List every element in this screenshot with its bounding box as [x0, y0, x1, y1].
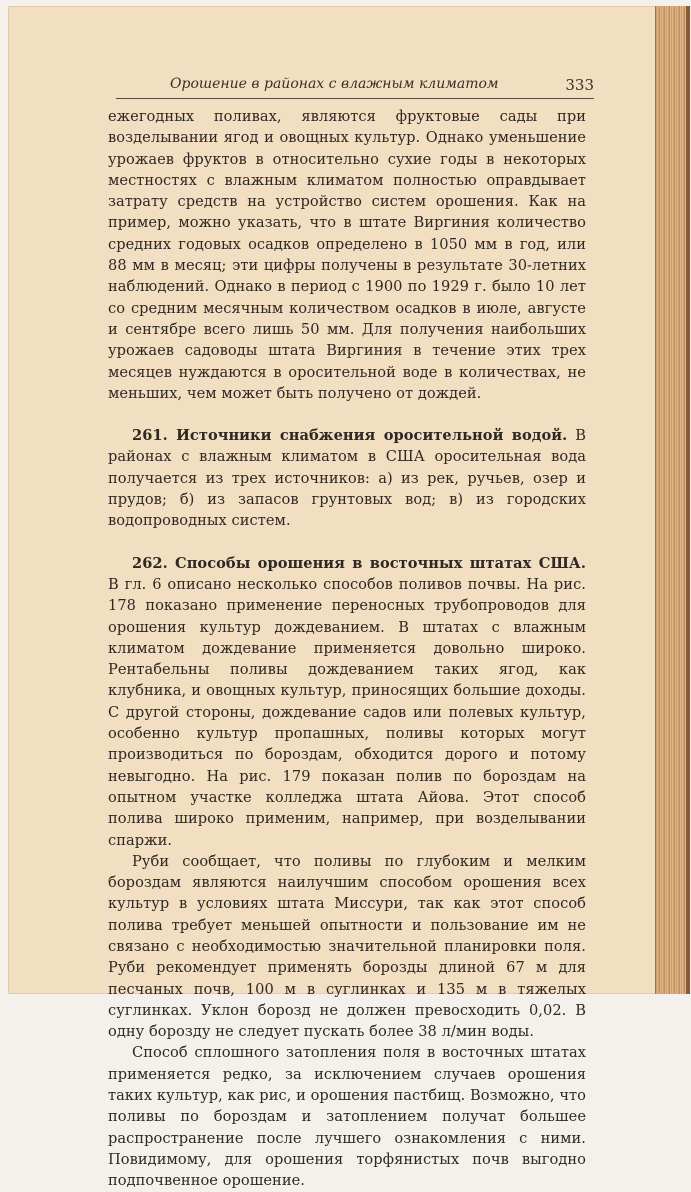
paragraph-flooding: Способ сплошного затопления поля в восточных штатах применяется редко, за исключением случаев орошения таких культур, как рис, и орошения пастбищ. Возможно, что поливы по бороздам и затоплением получат большее распространение после лучшего ознакомления с ними. Повидимому, для орошения торфянистых почв выгодно подпочвенное орошение. — [108, 1044, 586, 1190]
section-261-heading: 261. Источники снабжения оросительной водой. — [132, 427, 568, 445]
page-header — [116, 70, 594, 99]
paragraph-intro: ежегодных поливах, являются фруктовые сады при возделывании ягод и овощных культур. Однако уменьшение урожаев фруктов в относительно сухие годы в некоторых местностях с влажным климатом полностью оправдывает затрату средств на устройство систем орошения. Как на пример, можно указать, что в штате Виргиния количество средних годовых осадков определено в 1050 мм в год, или 88 мм в месяц; эти цифры получены в результате 30-летних наблюдений. Однако в период с 1900 по 1929 г. было 10 лет со средним месячным количеством осадков в июле, августе и сентябре всего лишь 50 мм. Для получения наибольших урожаев садоводы штата Виргиния в течение этих трех месяцев нуждаются в оросительной воде в количествах, не меньших, чем может быть получено от дождей. — [108, 108, 586, 402]
running-title: Орошение в районах с влажным климатом — [170, 76, 499, 92]
section-262-heading: 262. Способы орошения в восточных штатах США. — [132, 554, 586, 572]
section-262-text: В гл. 6 описано несколько способов поливов почвы. На рис. 178 показано применение переносных трубопроводов для орошения культур дождеванием. В штатах с влажным климатом дождевание применяется довольно широко. Рентабельны поливы дождеванием таких ягод, как клубника, и овощных культур, приносящих большие доходы. С другой стороны, дождевание садов или полевых культур, особенно культур пропашных, поливы которых могут производиться по бороздам, обходится дорого и потому невыгодно. На рис. 179 показан полив по бороздам на опытном участке колледжа штата Айова. Этот способ полива широко применим, например, при возделывании спаржи. — [108, 575, 586, 849]
paragraph-rubi: Руби сообщает, что поливы по глубоким и мелким бороздам являются наилучшим способом орошения всех культур в условиях штата Миссури, так как этот способ полива требует меньшей опытности и пользование им не связано с необходимостью значительной планировки поля. Руби рекомендует применять борозды длиной 67 м для песчаных почв, 100 м в суглинках и 135 м в тяжелых суглинках. Уклон борозд не должен превосходить 0,02. В одну борозду не следует пускать более 38 л/мин воды. — [108, 852, 586, 1041]
section-262 — [108, 553, 586, 851]
section-261 — [108, 425, 586, 531]
page-number: 333 — [565, 76, 594, 94]
section-261-text: В районах с влажным климатом в США оросительная вода получается из трех источников: а) из рек, ручьев, озер и прудов; б) из запасов грунтовых вод; в) из городских водопроводных систем. — [108, 427, 586, 530]
body-text — [108, 106, 586, 1192]
page-edges — [655, 6, 686, 994]
